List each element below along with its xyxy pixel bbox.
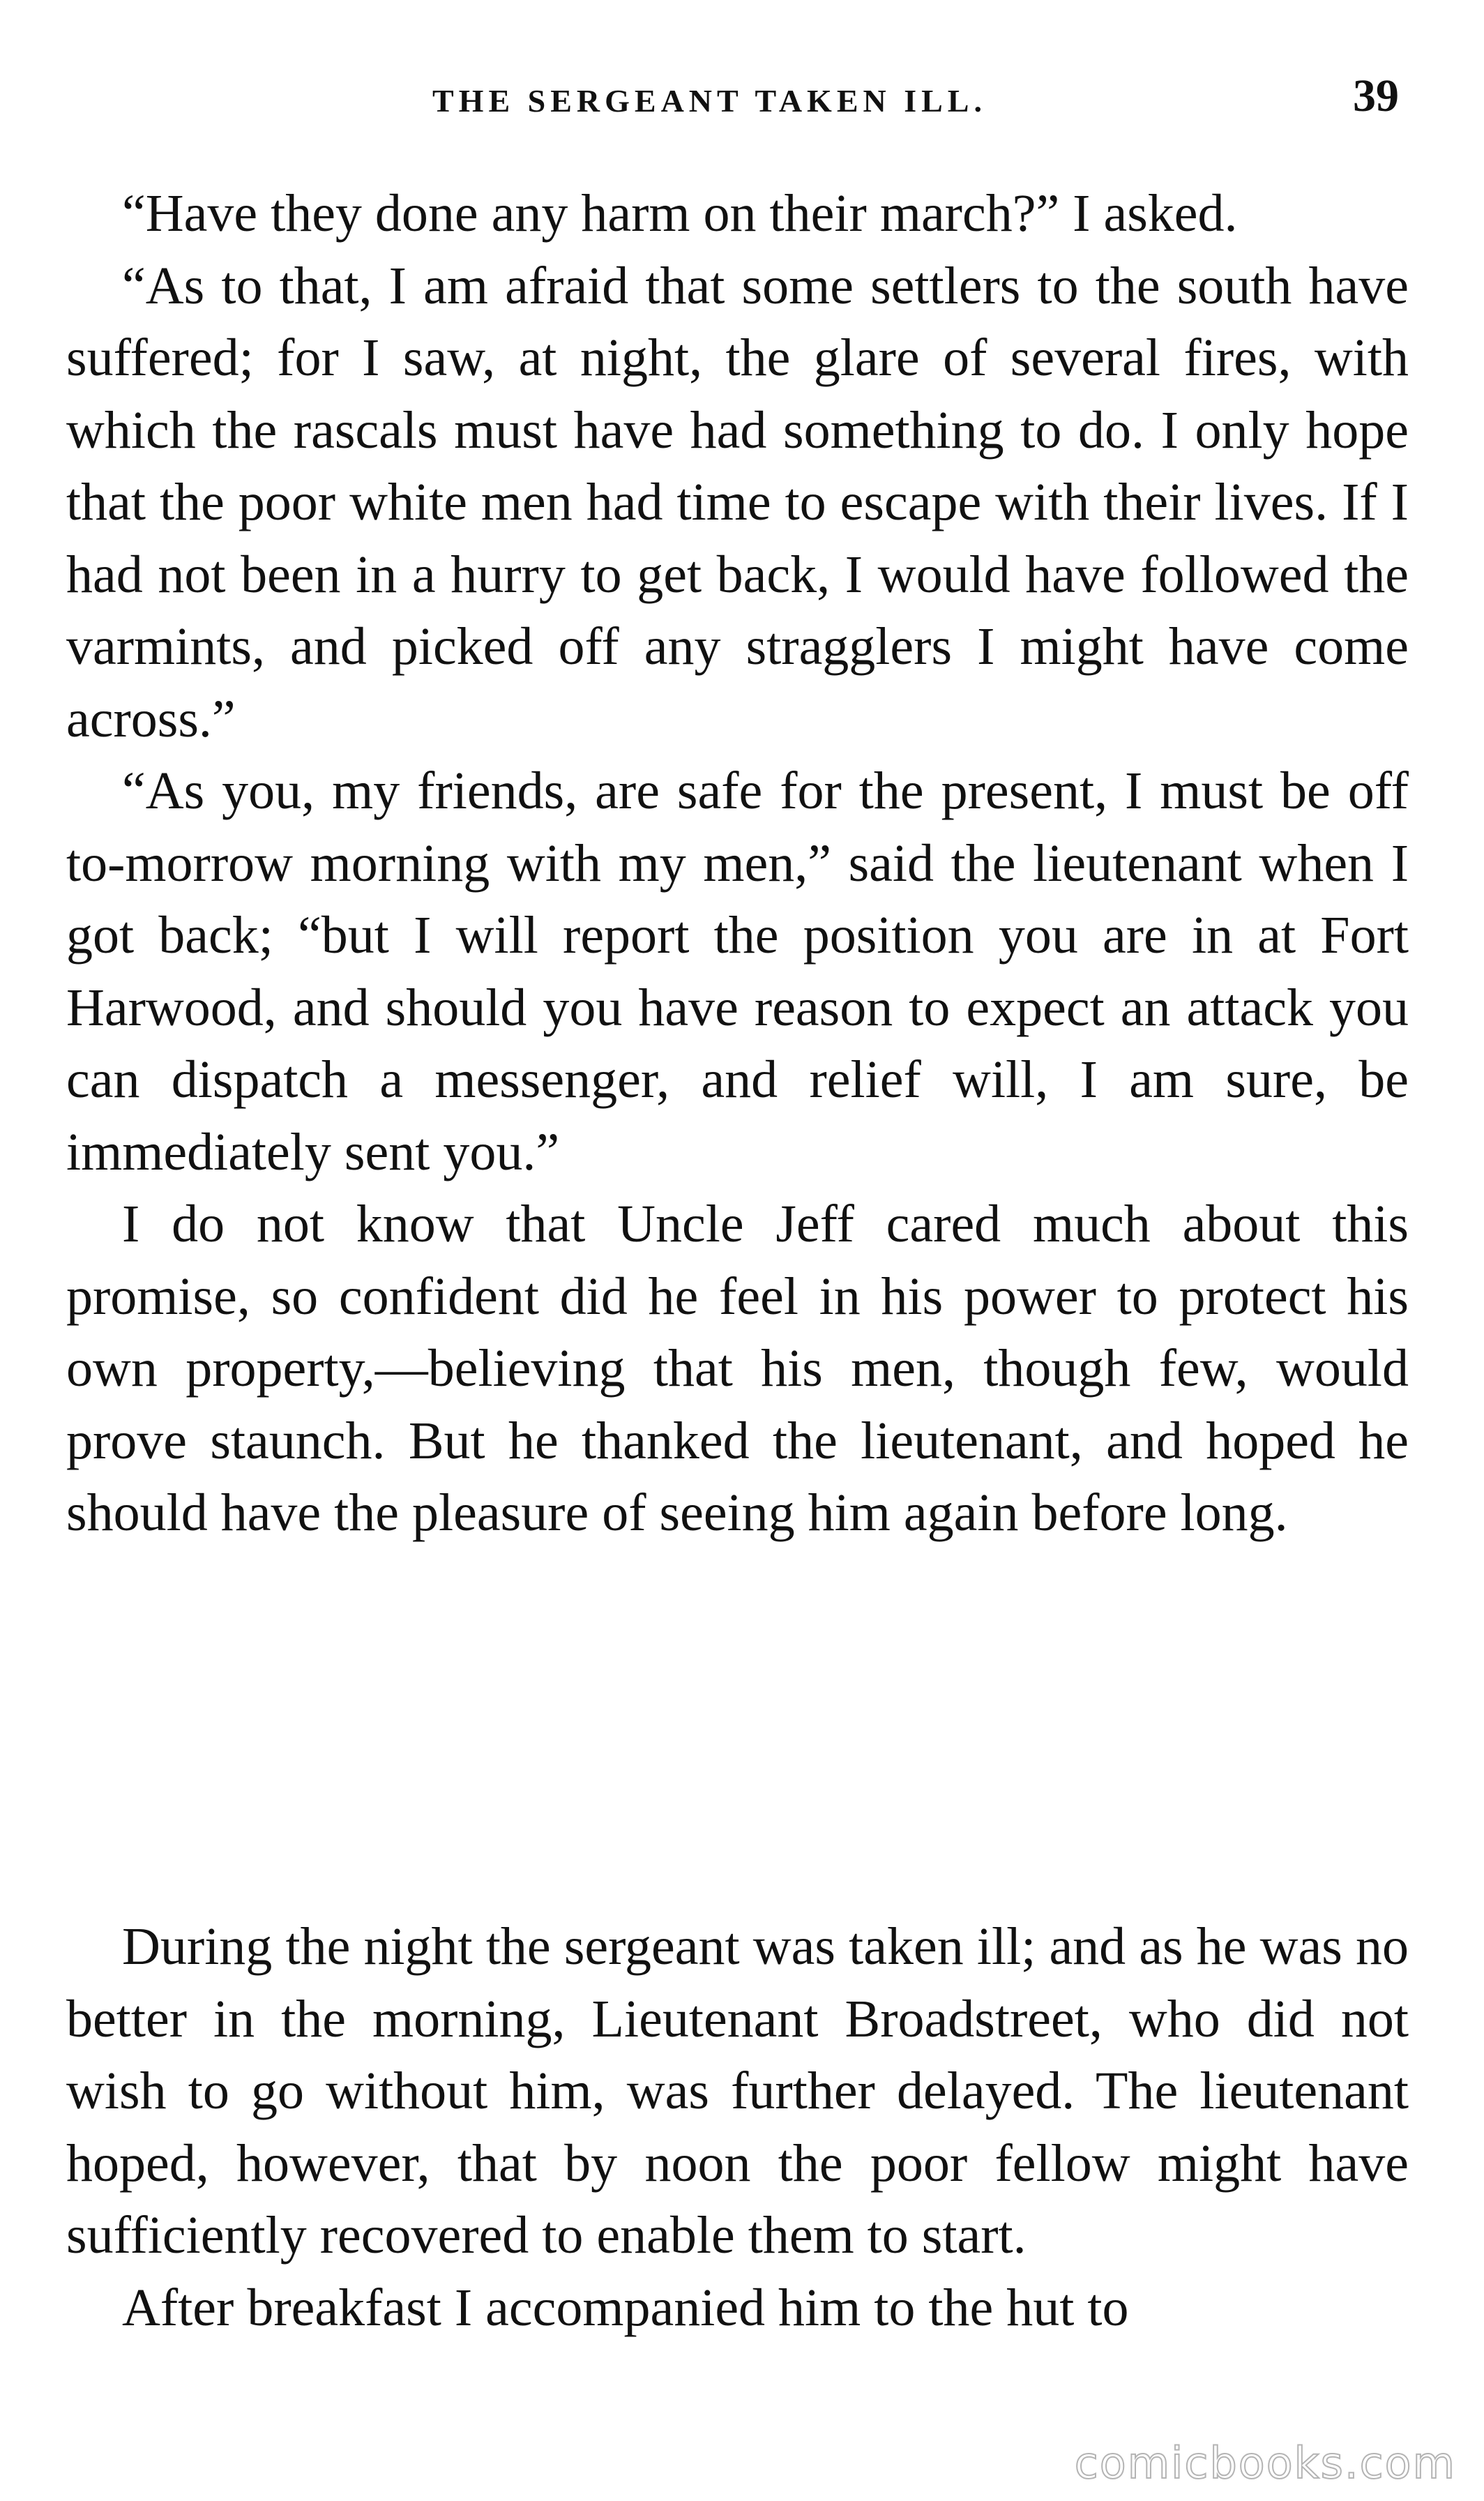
paragraph: “As you, my friends, are safe for the present, I must be off to-morrow morning with my men,” said the lieutenant when I got back; “but I will report the position you are in at Fort Harwood, and should you have reason to expect an attack you can dispatch a messenger, and relief will, I am sure, be immediately sent you.” [66, 762, 1409, 1181]
watermark: comicbooks.com [1074, 2438, 1456, 2488]
page-number: 39 [1353, 70, 1399, 121]
paragraph: “As to that, I am afraid that some settlers to the south have suffered; for I saw, at night, the glare of several fires, with which the rascals must have had something to do. I only hope that the poor white men had time to escape with their lives. If I had not been in a hurry to get back, I would have followed the varmints, and picked off any stragglers I might have come across.” [66, 256, 1409, 748]
running-head: THE SERGEANT TAKEN ILL. [432, 83, 987, 119]
paragraph: After breakfast I accompanied him to the hut to [122, 2278, 1129, 2337]
paragraph: “Have they done any harm on their march?” I asked. [122, 184, 1238, 243]
paragraph: I do not know that Uncle Jeff cared much about this promise, so confident did he feel in his power to protect his own property,—believing that his men, though few, would prove staunch. But he thanked the lieutenant, and hoped he should have the pleasure of seeing him again before long. [66, 1195, 1409, 1542]
page-header [0, 70, 1484, 126]
section-2 [66, 1911, 1409, 2344]
paragraph: During the night the sergeant was taken ill; and as he was no better in the morning, Lieutenant Broadstreet, who did not wish to go without him, was further delayed. The lieutenant hoped, however, that by noon the poor fellow might have sufficiently recovered to enable them to start. [66, 1917, 1409, 2265]
section-1 [66, 178, 1409, 1550]
